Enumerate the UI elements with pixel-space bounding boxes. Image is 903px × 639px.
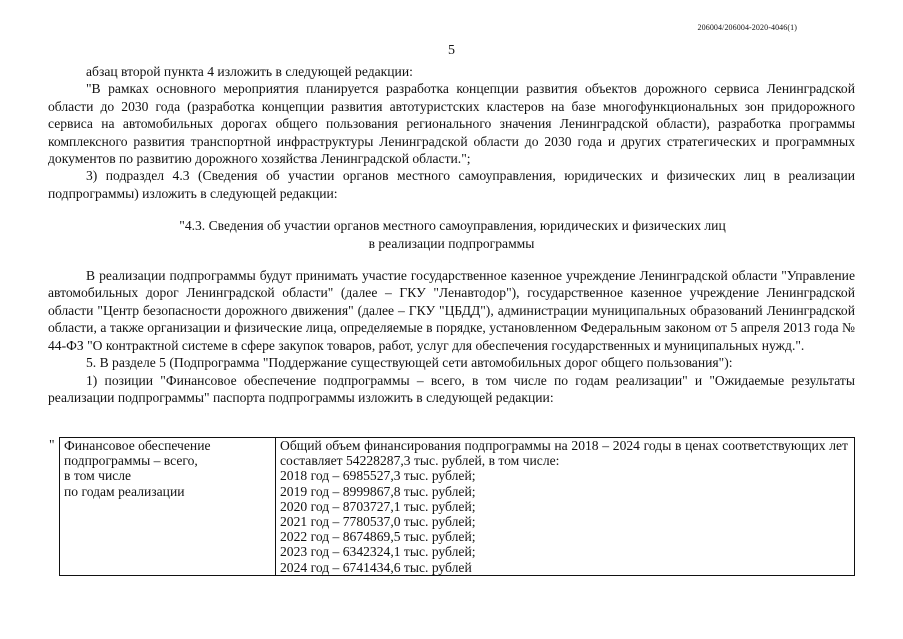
document-body — [48, 63, 855, 406]
opening-quote-mark: " — [49, 437, 55, 452]
list-item: 2018 год – 6985527,3 тыс. рублей; — [280, 468, 476, 484]
list-item: 2022 год – 8674869,5 тыс. рублей; — [280, 529, 476, 545]
table-cell-label — [60, 438, 276, 576]
table-row — [60, 438, 855, 576]
label-line: подпрограммы – всего, — [64, 453, 198, 469]
list-item: 2024 год – 6741434,6 тыс. рублей — [280, 559, 472, 575]
passport-table — [59, 437, 855, 576]
section-heading-4-3 — [48, 217, 855, 252]
list-item: 2021 год – 7780537,0 тыс. рублей; — [280, 514, 476, 530]
paragraph-subsection-4-3: 3) подраздел 4.3 (Сведения об участии органов местного самоуправления, юридических и физических лиц в реализации подпрограммы) изложить в следующей редакции: — [48, 168, 855, 201]
financing-years-list — [280, 468, 848, 574]
paragraph-section-5: 5. В разделе 5 (Подпрограмма "Поддержание существующей сети автомобильных дорог общего пользования"): — [86, 355, 733, 371]
label-line: в том числе — [64, 468, 132, 484]
list-item: 2020 год – 8703727,1 тыс. рублей; — [280, 498, 476, 514]
paragraph-participants: В реализации подпрограммы будут принимать участие государственное казенное учреждение Ленинградской области "Управление автомобильных дорог Ленинградской области" (далее – ГКУ "Ленавтодор"), государственное казенное учреждение Ленинградской области "Центр безопасности дорожного движения" (далее – ГКУ "ЦБДД"), администрации муниципальных образований Ленинградской области, а также организации и физические лица, определяемые в порядке, установленном Федеральным законом от 5 апреля 2013 года № 44-ФЗ "О контрактной системе в сфере закупок товаров, работ, услуг для обеспечения государственных и муниципальных нужд.". — [48, 268, 855, 353]
label-line: Финансовое обеспечение — [64, 438, 211, 453]
list-item: 2023 год – 6342324,1 тыс. рублей; — [280, 544, 476, 560]
section-heading-line1: "4.3. Сведения об участии органов местного самоуправления, юридических и физических лиц — [179, 218, 726, 234]
page-number: 5 — [448, 43, 455, 58]
document-id: 206004/206004-2020-4046(1) — [697, 23, 797, 32]
paragraph-passport-positions: 1) позиции "Финансовое обеспечение подпрограммы – всего, в том числе по годам реализации" и "Ожидаемые результаты реализации подпрограммы" паспорта подпрограммы изложить в следующей редакции: — [48, 372, 855, 405]
section-heading-line2: в реализации подпрограммы — [368, 235, 535, 251]
paragraph-quote-concept: "В рамках основного мероприятия планируется разработка концепции развития объектов дорожного сервиса Ленинградской области до 2030 года (разработка концепции развития автотуристских кластеров на базе многофункциональных зон придорожного сервиса на автомобильных дорогах общего пользования регионального значения Ленинградской области), разработка программы комплексного развития транспортной инфраструктуры Ленинградской области до 2030 года и других стратегических и программных документов по развитию дорожного хозяйства Ленинградской области."; — [48, 81, 855, 167]
label-line: по годам реализации — [64, 483, 185, 499]
table-cell-financing — [276, 438, 855, 576]
list-item: 2019 год – 8999867,8 тыс. рублей; — [280, 483, 476, 499]
financing-total-text: Общий объем финансирования подпрограммы на 2018 – 2024 годы в ценах соответствующих лет составляет 54228287,3 тыс. рублей, в том числе: — [280, 438, 848, 469]
paragraph-intro: абзац второй пункта 4 изложить в следующей редакции: — [86, 64, 413, 79]
